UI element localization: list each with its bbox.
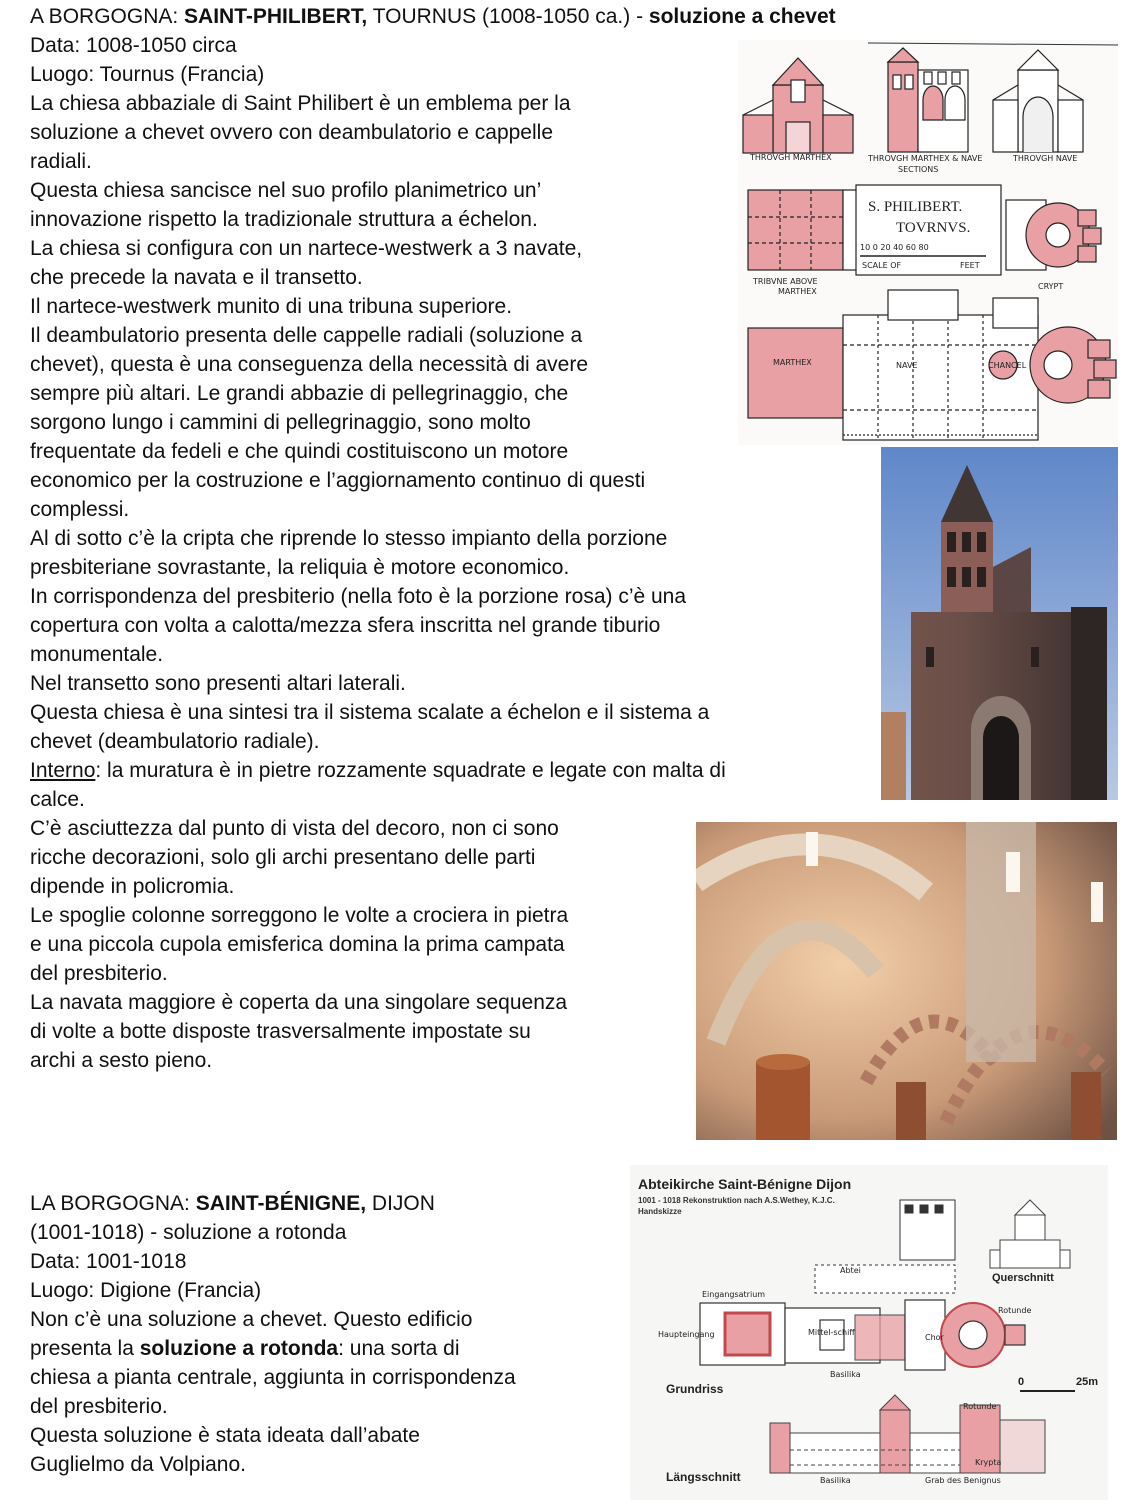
heading-church-name-2: SAINT-BÉNIGNE, <box>195 1192 367 1215</box>
section1-line: Data: 1008-1050 circa <box>30 34 237 57</box>
section1-line: Nel transetto sono presenti altari laterali. <box>30 672 406 695</box>
section1-line: presbiteriane sovrastante, la reliquia è motore economico. <box>30 556 570 579</box>
scale-25m: 25m <box>1076 1376 1099 1388</box>
section1-line: Al di sotto c’è la cripta che riprende lo stesso impianto della porzione <box>30 527 668 550</box>
section1-line: economico per la costruzione e l’aggiornamento continuo di questi <box>30 469 646 492</box>
section1-line: complessi. <box>30 498 130 521</box>
label-mittelschiff: Mittel-schiff <box>808 1328 855 1337</box>
section1-line: sorgono lungo i cammini di pellegrinaggio, sono molto <box>30 411 531 434</box>
section1-line: monumentale. <box>30 643 164 666</box>
section2-line: del presbiterio. <box>30 1395 168 1418</box>
section1-line: innovazione rispetto la tradizionale struttura a échelon. <box>30 208 538 231</box>
section2-text <box>30 1189 516 1479</box>
section1-line: chevet (deambulatorio radiale). <box>30 730 320 753</box>
label-tribune-marthex: MARTHEX <box>778 287 817 296</box>
section1-line: Il nartece-westwerk munito di una tribuna superiore. <box>30 295 513 318</box>
section1-line: che precede la navata e il transetto. <box>30 266 363 289</box>
section1-line: soluzione a chevet ovvero con deambulatorio e cappelle <box>30 121 554 144</box>
benigne-plan-title: Abteikirche Saint-Bénigne Dijon <box>638 1176 852 1192</box>
label-sections: SECTIONS <box>898 165 939 174</box>
section1-line: La chiesa si configura con un nartece-westwerk a 3 navate, <box>30 237 583 260</box>
section2-heading: LA BORGOGNA: SAINT-BÉNIGNE, DIJON <box>30 1192 435 1215</box>
section1-line: di volte a botte disposte trasversalmente impostate su <box>30 1020 531 1043</box>
heading-church-name: SAINT-PHILIBERT, <box>184 5 368 28</box>
label-tribune-above: TRIBVNE ABOVE <box>753 277 818 286</box>
section1-line: radiali. <box>30 150 92 173</box>
saint-philibert-exterior-photo <box>881 447 1118 800</box>
label-through-marthex-nave: THROVGH MARTHEX & NAVE <box>868 154 983 163</box>
section1-line: In corrispondenza del presbiterio (nella foto è la porzione rosa) c’è una <box>30 585 687 608</box>
section2-line: Questa soluzione è stata ideata dall’abate <box>30 1424 420 1447</box>
section2-line: Luogo: Digione (Francia) <box>30 1279 262 1302</box>
saint-philibert-interior-photo <box>696 822 1117 1140</box>
label-abtei: Abtei <box>840 1266 861 1275</box>
scale-feet-label: FEET <box>960 261 980 270</box>
section1-line: Le spoglie colonne sorreggono le volte a crociera in pietra <box>30 904 569 927</box>
section1-line: archi a sesto pieno. <box>30 1049 213 1072</box>
section1-line: sempre più altari. Le grandi abbazie di pellegrinaggio, che <box>30 382 569 405</box>
label-basilika: Basilika <box>830 1370 861 1379</box>
section1-line: dipende in policromia. <box>30 875 235 898</box>
label-chor: Chor <box>925 1333 944 1342</box>
saint-philibert-plan-figure <box>738 40 1118 445</box>
interior-photo-image <box>696 822 1117 1140</box>
section2-line: Non c’è una soluzione a chevet. Questo edificio <box>30 1308 473 1331</box>
section1-line: La chiesa abbaziale di Saint Philibert è un emblema per la <box>30 92 571 115</box>
label-eingangsatrium: Eingangsatrium <box>702 1290 766 1299</box>
benigne-plan-subtitle: 1001 - 1018 Rekonstruktion nach A.S.Wethey, K.J.C. <box>638 1196 835 1205</box>
section1-line: calce. <box>30 788 85 811</box>
section1-line: ricche decorazioni, solo gli archi presentano delle parti <box>30 846 536 869</box>
label-rotunde-section: Rotunde <box>963 1402 997 1411</box>
section1-line: Il deambulatorio presenta delle cappelle radiali (soluzione a <box>30 324 583 347</box>
label-through-marthex: THROVGH MARTHEX <box>750 153 832 162</box>
section1-line: Questa chiesa sancisce nel suo profilo planimetrico un’ <box>30 179 542 202</box>
saint-benigne-plan-figure <box>630 1165 1108 1500</box>
section1-heading: A BORGOGNA: SAINT-PHILIBERT, TOURNUS (1008-1050 ca.) - soluzione a chevet <box>30 5 836 28</box>
section1-line: e una piccola cupola emisferica domina la prima campata <box>30 933 565 956</box>
section2-line: (1001-1018) - soluzione a rotonda <box>30 1221 347 1244</box>
label-nave: NAVE <box>896 361 918 370</box>
section1-line: Luogo: Tournus (Francia) <box>30 63 265 86</box>
section2-line: Guglielmo da Volpiano. <box>30 1453 246 1476</box>
plan-title-line2: TOVRNVS. <box>896 220 971 236</box>
scale-numbers: 10 0 20 40 60 80 <box>860 243 929 252</box>
scale-zero: 0 <box>1018 1376 1025 1388</box>
crypt-plan <box>1006 200 1101 270</box>
label-grundriss: Grundriss <box>666 1382 724 1396</box>
label-rotunde: Rotunde <box>998 1306 1032 1315</box>
label-basilika-section: Basilika <box>820 1476 851 1485</box>
label-krypta: Krypta <box>975 1458 1002 1467</box>
section1-line: Questa chiesa è una sintesi tra il sistema scalate a échelon e il sistema a <box>30 701 710 724</box>
tribune-plan <box>748 190 861 270</box>
exterior-photo-image <box>881 447 1118 800</box>
benigne-plan-drawing <box>630 1165 1108 1500</box>
label-chancel: CHANCEL <box>988 361 1027 370</box>
label-haupteingang: Haupteingang <box>658 1330 715 1339</box>
interno-line: Interno: la muratura è in pietre rozzamente squadrate e legate con malta di <box>30 759 726 782</box>
label-marthex: MARTHEX <box>773 358 812 367</box>
section1-line: chevet), questa è una conseguenza della necessità di avere <box>30 353 589 376</box>
interno-label: Interno <box>30 759 96 782</box>
label-laengsschnitt: Längsschnitt <box>666 1470 741 1484</box>
section1-line: frequentate da fedeli e che quindi costituiscono un motore <box>30 440 569 463</box>
label-grab-benignus: Grab des Benignus <box>925 1476 1001 1485</box>
section2-line: chiesa a pianta centrale, aggiunta in corrispondenza <box>30 1366 516 1389</box>
heading-solution: soluzione a chevet <box>648 5 836 28</box>
plan-drawing <box>738 40 1118 445</box>
section1-line: C’è asciuttezza dal punto di vista del decoro, non ci sono <box>30 817 559 840</box>
section1-line: copertura con volta a calotta/mezza sfera inscritta nel grande tiburio <box>30 614 661 637</box>
section1-line: del presbiterio. <box>30 962 168 985</box>
label-querschnitt: Querschnitt <box>992 1272 1054 1284</box>
plan-title-line1: S. PHILIBERT. <box>868 199 963 215</box>
section1-line: La navata maggiore è coperta da una singolare sequenza <box>30 991 568 1014</box>
rotonda-bold: soluzione a rotonda <box>139 1337 339 1360</box>
section2-line: Data: 1001-1018 <box>30 1250 187 1273</box>
scale-of-label: SCALE OF <box>862 261 902 270</box>
label-through-nave: THROVGH NAVE <box>1013 154 1078 163</box>
grundriss-drawing <box>700 1300 1025 1370</box>
label-crypt: CRYPT <box>1038 282 1064 291</box>
benigne-handskizze: Handskizze <box>638 1207 682 1216</box>
rotonda-line: presenta la soluzione a rotonda: una sorta di <box>30 1337 460 1360</box>
